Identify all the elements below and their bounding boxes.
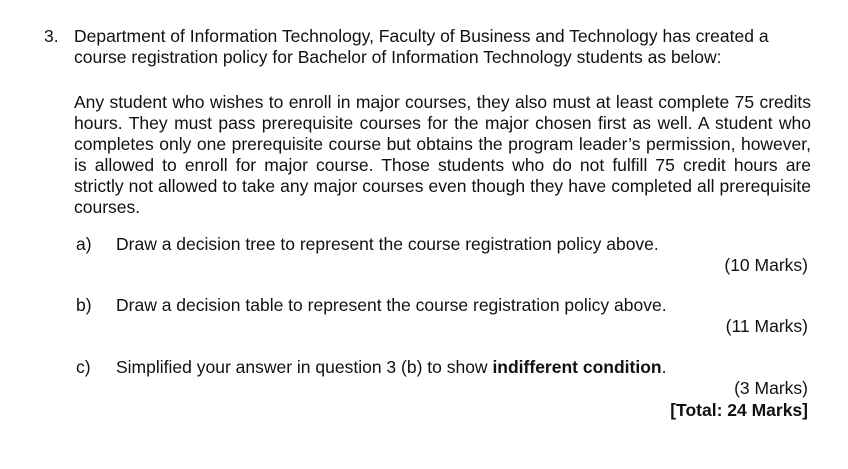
part-b-letter: b) [76,295,92,315]
part-a-letter: a) [76,234,92,254]
total-marks: [Total: 24 Marks] [670,400,808,420]
part-a-marks: (10 Marks) [724,255,808,275]
part-c-letter: c) [76,357,91,377]
part-c-text-before: Simplified your answer in question 3 (b) to show [116,357,493,377]
question-number: 3. [44,26,59,46]
question-intro: Department of Information Technology, Faculty of Business and Technology has created a course registration policy for Bachelor of Information Technology students as below: [74,26,769,67]
part-c-text [116,357,716,378]
part-a-text: Draw a decision tree to represent the course registration policy above. [116,234,659,254]
part-c-text-bold: indifferent condition [492,357,662,377]
part-b-marks: (11 Marks) [725,316,808,336]
part-c-text-after: . [661,357,667,377]
part-b-text: Draw a decision table to represent the course registration policy above. [116,295,667,315]
policy-paragraph: Any student who wishes to enroll in major courses, they also must at least complete 75 credits hours. They must pass prerequisite courses for the major chosen first as well. A student who completes only one prerequisite course but obtains the program leader’s permission, however, is allowed to enroll for major course. Those students who do not fulfill 75 credit hours are strictly not allowed to take any major courses even though they have completed all prerequisite courses. [74,92,811,217]
part-c-marks: (3 Marks) [734,378,808,398]
